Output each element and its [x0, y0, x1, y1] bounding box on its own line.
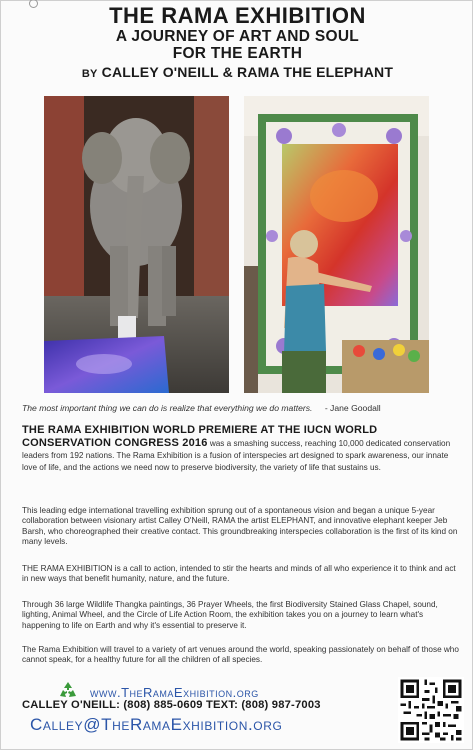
- email-link[interactable]: Calley@TheRamaExhibition.org: [30, 715, 283, 734]
- by-prefix: BY: [81, 68, 98, 80]
- photo-artist-painting: [244, 96, 429, 393]
- elephant-name: RAMA THE ELEPHANT: [237, 64, 394, 80]
- poster-header: [0, 4, 475, 83]
- website-row: [22, 682, 387, 700]
- quote-text: The most important thing we can do is realize that everything we do matters.: [22, 403, 313, 413]
- paragraph-collaboration: This leading edge international travelling exhibition sprung out of a spontaneous vision and began a unique 5-year collaboration between visionary artist Calley O'Neill, RAMA the artist ELEPHANT, and innovative elephant keeper Jeb Barsh, who choreographed their creative contact. This groundbreaking interspecies collaboration is the first of its kind on many levels.: [22, 506, 458, 547]
- headline: THE RAMA EXHIBITION WORLD PREMIERE AT THE IUCN WORLD CONSERVATION CONGRESS 2016: [22, 424, 378, 449]
- subtitle-line1: A JOURNEY OF ART AND SOUL: [115, 28, 360, 45]
- footer: [22, 682, 387, 735]
- paragraph-call-to-action: THE RAMA EXHIBITION is a call to action, intended to stir the hearts and minds of all who experience it to think and act in new ways that benefit humanity, nature, and the future.: [22, 564, 456, 584]
- paragraph-premiere-text: was a smashing success, reaching 10,000 dedicated conservation leaders from 192 nations. The Rama Exhibition is a fusion of interspecies art designed to spark awareness, our innate love of life, and the actions we need now to preserve biodiversity, the variety of life that sustains us.: [22, 439, 451, 472]
- recycle-icon: [58, 681, 78, 699]
- main-title: THE RAMA EXHIBITION: [109, 3, 366, 28]
- quote: [22, 403, 457, 413]
- paragraph-premiere: [22, 424, 462, 474]
- qr-code-icon[interactable]: [397, 677, 465, 743]
- byline: [0, 63, 475, 83]
- contact-phone: CALLEY O'NEILL: (808) 885-0609 TEXT: (808) 987-7003: [22, 699, 321, 711]
- artist-name: CALLEY O'NEILL: [101, 64, 219, 80]
- subtitle-line2: FOR THE EARTH: [172, 45, 303, 62]
- paragraph-travel: The Rama Exhibition will travel to a variety of art venues around the world, speaking passionately on behalf of those who cannot speak, for a healthy future for all the children of all species.: [22, 645, 459, 665]
- paragraph-exhibit-contents: Through 36 large Wildlife Thangka paintings, 36 Prayer Wheels, the first Biodiversity Stained Glass Chapel, sound, lighting, Animal Wheel, and the Circle of Life Action Room, the exhibition takes you on a journey to learn what's happening to life on Earth and why it's essential to preserve it.: [22, 600, 438, 630]
- photo-elephant: [44, 96, 229, 393]
- quote-author: - Jane Goodall: [324, 403, 381, 413]
- ampersand: &: [222, 64, 233, 80]
- website-link[interactable]: www.TheRamaExhibition.org: [90, 685, 259, 700]
